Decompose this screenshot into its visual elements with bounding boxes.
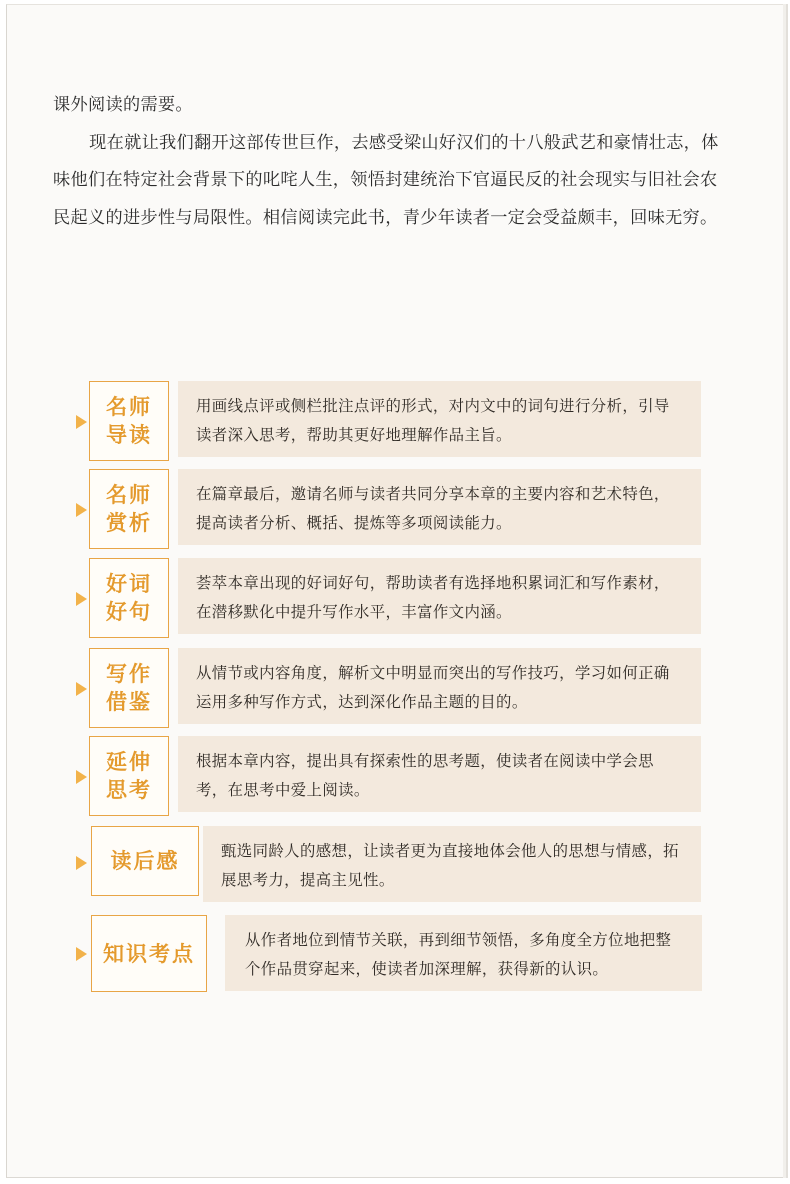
feature-description: 在篇章最后，邀请名师与读者共同分享本章的主要内容和艺术特色，提高读者分析、概括、提炼等多项阅读能力。 [178, 469, 701, 545]
arrow-icon [76, 503, 87, 517]
feature-description: 从情节或内容角度，解析文中明显而突出的写作技巧，学习如何正确运用多种写作方式，达到深化作品主题的目的。 [178, 648, 701, 724]
arrow-icon [76, 415, 87, 429]
book-page [6, 4, 783, 1178]
feature-label [91, 915, 207, 992]
arrow-icon [76, 856, 87, 870]
arrow-icon [76, 947, 87, 961]
feature-description: 用画线点评或侧栏批注点评的形式，对内文中的词句进行分析，引导读者深入思考，帮助其更好地理解作品主旨。 [178, 381, 701, 457]
feature-description: 从作者地位到情节关联，再到细节领悟，多角度全方位地把整个作品贯穿起来，使读者加深理解，获得新的认识。 [225, 915, 702, 991]
intro-paragraph-2: 现在就让我们翻开这部传世巨作，去感受梁山好汉们的十八般武艺和豪情壮志，体味他们在特定社会背景下的叱咤人生，领悟封建统治下官逼民反的社会现实与旧社会农民起义的进步性与局限性。相信阅读完此书，青少年读者一定会受益颇丰，回味无穷。 [53, 132, 719, 228]
feature-description: 荟萃本章出现的好词好句，帮助读者有选择地积累词汇和写作素材，在潜移默化中提升写作水平，丰富作文内涵。 [178, 558, 701, 634]
intro-line-1: 课外阅读的需要。 [53, 95, 193, 115]
feature-label [89, 469, 169, 549]
feature-label-text: 读后感 [110, 849, 180, 873]
feature-description: 根据本章内容，提出具有探索性的思考题，使读者在阅读中学会思考，在思考中爱上阅读。 [178, 736, 701, 812]
feature-label [91, 826, 199, 896]
feature-label-text: 延伸思考 [106, 750, 152, 802]
feature-label-text: 知识考点 [103, 941, 195, 966]
feature-label-text: 名师导读 [106, 395, 152, 447]
feature-label-text: 写作借鉴 [106, 662, 152, 714]
feature-label-text: 好词好句 [106, 572, 152, 624]
arrow-icon [76, 592, 87, 606]
feature-label [89, 558, 169, 638]
feature-label [89, 648, 169, 728]
feature-list [7, 5, 783, 1177]
feature-label [89, 736, 169, 816]
feature-description: 甄选同龄人的感想，让读者更为直接地体会他人的思想与情感，拓展思考力，提高主见性。 [203, 826, 701, 902]
arrow-icon [76, 682, 87, 696]
feature-label-text: 名师赏析 [106, 483, 152, 535]
feature-label [89, 381, 169, 461]
arrow-icon [76, 770, 87, 784]
